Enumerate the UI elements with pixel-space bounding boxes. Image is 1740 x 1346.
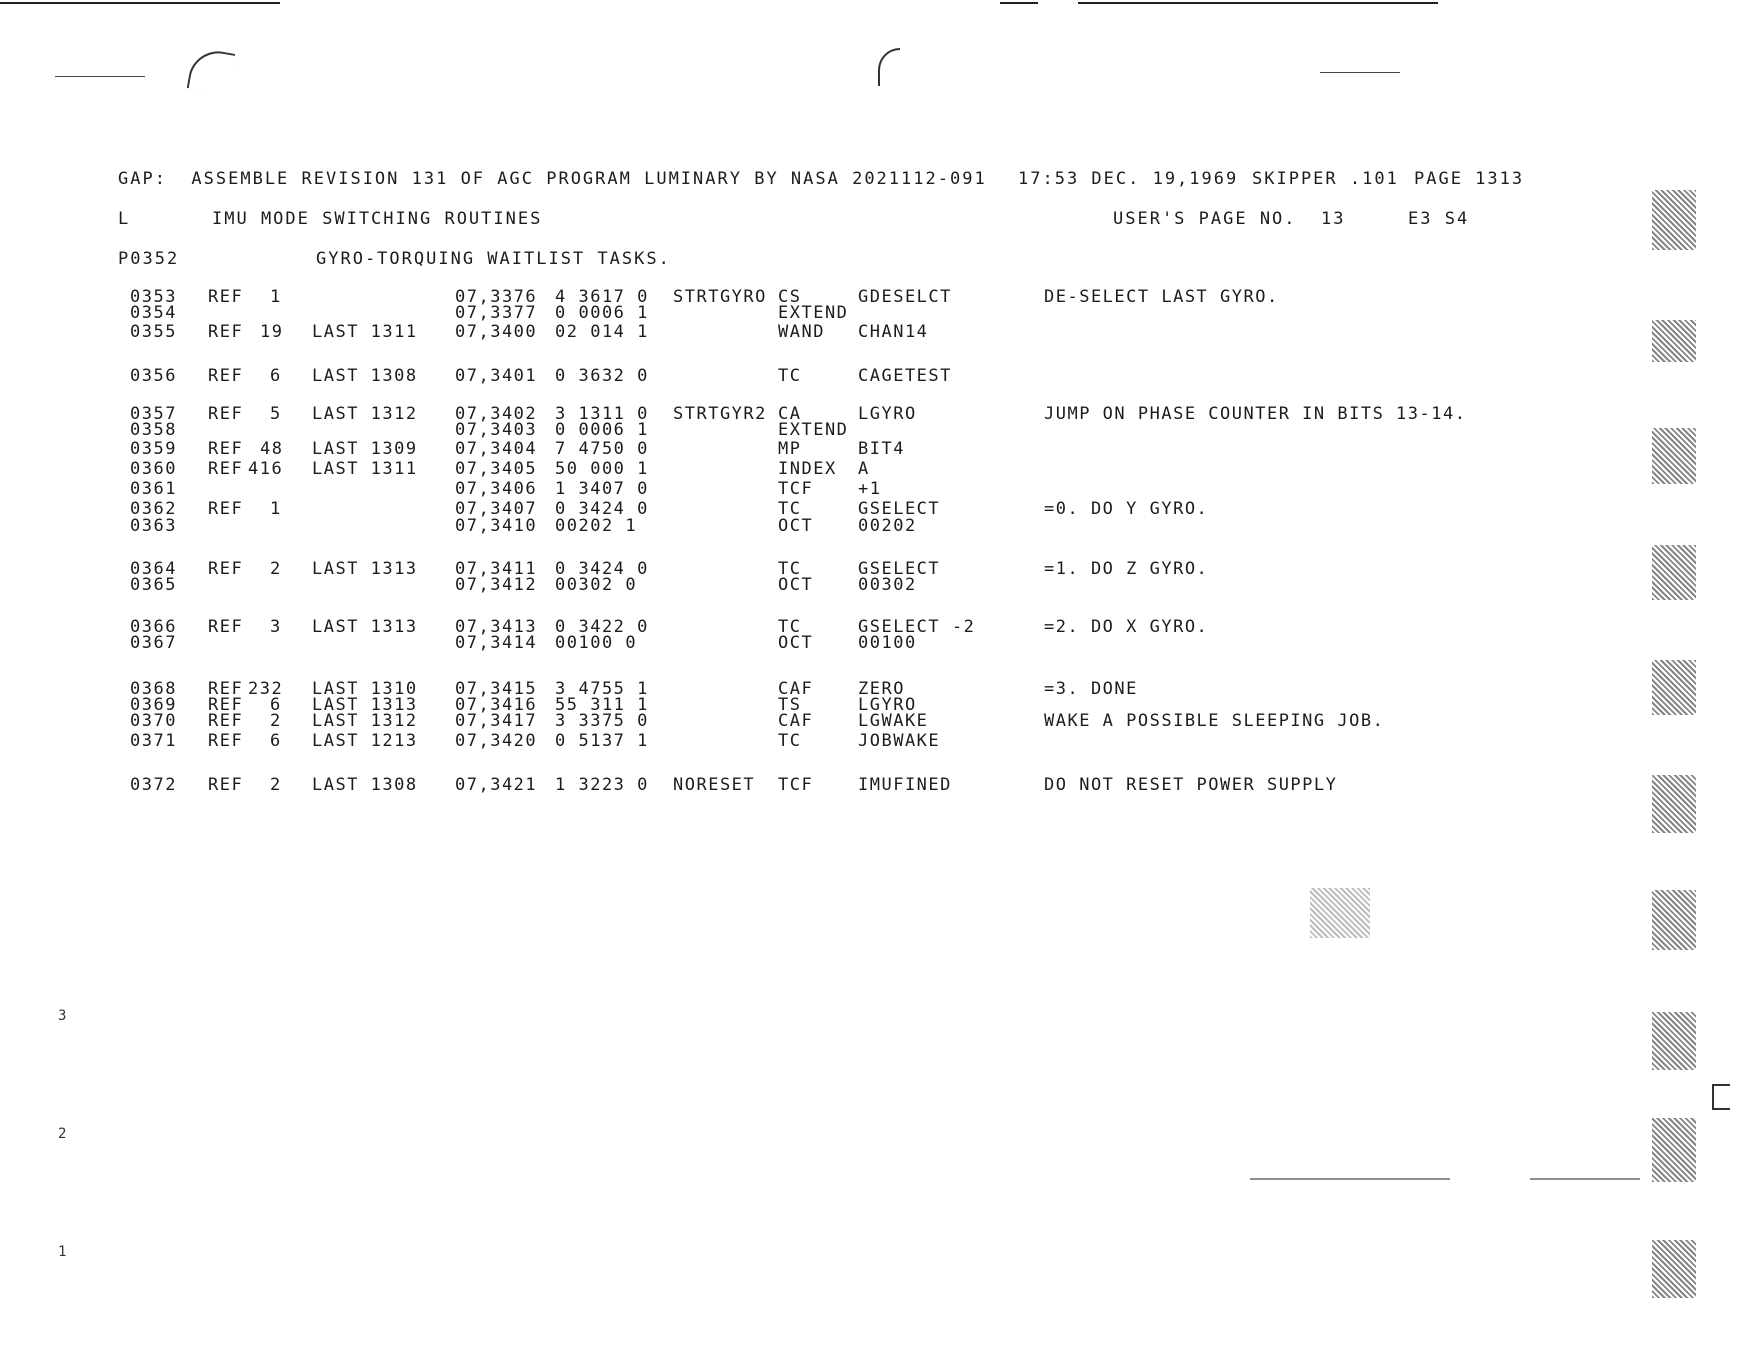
row-last-ref: LAST 1311: [312, 459, 418, 479]
row-address: 07,3405: [455, 459, 538, 479]
row-octal-word: 00302 0: [555, 575, 638, 595]
row-comment: JUMP ON PHASE COUNTER IN BITS 13-14.: [1044, 404, 1467, 424]
scan-arc-mid: [878, 48, 900, 86]
row-operand: CHAN14: [858, 322, 929, 342]
row-line-number: 0355: [130, 322, 177, 342]
scan-blot: [1652, 428, 1696, 484]
row-operand: LGYRO: [858, 404, 917, 424]
row-ref-count: 2: [270, 775, 282, 795]
row-label: STRTGYR2: [673, 404, 767, 424]
row-opcode: TCF: [778, 479, 814, 499]
row-line-number: 0367: [130, 633, 177, 653]
row-comment: WAKE A POSSIBLE SLEEPING JOB.: [1044, 711, 1385, 731]
row-ref: REF: [208, 775, 244, 795]
header-skipper: SKIPPER .101: [1252, 169, 1399, 189]
row-line-number: 0361: [130, 479, 177, 499]
listing-subtitle: GYRO-TORQUING WAITLIST TASKS.: [316, 249, 671, 269]
row-ref: REF: [208, 679, 244, 699]
top-rule-right: [1078, 2, 1438, 4]
row-operand: GSELECT: [858, 499, 941, 519]
row-opcode: MP: [778, 439, 802, 459]
row-ref-count: 232: [248, 679, 284, 699]
row-line-number: 0368: [130, 679, 177, 699]
row-label: STRTGYRO: [673, 287, 767, 307]
scan-bracket: [1712, 1084, 1730, 1110]
row-line-number: 0370: [130, 711, 177, 731]
row-operand: JOBWAKE: [858, 731, 941, 751]
row-operand: 00302: [858, 575, 917, 595]
users-page: USER'S PAGE NO. 13: [1113, 209, 1346, 229]
scan-blot: [1652, 545, 1696, 600]
row-ref: REF: [208, 617, 244, 637]
scan-blot: [1652, 1240, 1696, 1298]
row-line-number: 0365: [130, 575, 177, 595]
row-opcode: CA: [778, 404, 802, 424]
top-rule-mid: [1000, 2, 1038, 4]
row-line-number: 0354: [130, 303, 177, 323]
scan-blot: [1652, 1118, 1696, 1182]
margin-mark-3: 3: [58, 1008, 67, 1024]
row-address: 07,3421: [455, 775, 538, 795]
listing-code: E3 S4: [1408, 209, 1470, 229]
row-ref-count: 6: [270, 731, 282, 751]
scan-dash-bottom: [1530, 1178, 1640, 1180]
row-opcode: INDEX: [778, 459, 837, 479]
header-page: PAGE 1313: [1414, 169, 1525, 189]
row-opcode: TS: [778, 695, 802, 715]
row-ref: REF: [208, 695, 244, 715]
row-ref-count: 2: [270, 711, 282, 731]
row-ref-count: 6: [270, 366, 282, 386]
row-operand: BIT4: [858, 439, 905, 459]
scan-blot: [1652, 320, 1696, 362]
row-last-ref: LAST 1213: [312, 731, 418, 751]
row-address: 07,3412: [455, 575, 538, 595]
row-octal-word: 7 4750 0: [555, 439, 649, 459]
row-ref: REF: [208, 459, 244, 479]
row-ref-count: 1: [270, 499, 282, 519]
row-octal-word: 4 3617 0: [555, 287, 649, 307]
row-ref: REF: [208, 366, 244, 386]
row-address: 07,3376: [455, 287, 538, 307]
row-octal-word: 00100 0: [555, 633, 638, 653]
row-opcode: TC: [778, 559, 802, 579]
row-address: 07,3410: [455, 516, 538, 536]
row-operand: GDESELCT: [858, 287, 952, 307]
top-rule-left: [0, 2, 280, 4]
scan-blot: [1310, 888, 1370, 938]
row-last-ref: LAST 1313: [312, 559, 418, 579]
row-opcode: CAF: [778, 711, 814, 731]
row-operand: A: [858, 459, 870, 479]
row-address: 07,3416: [455, 695, 538, 715]
row-opcode: OCT: [778, 633, 814, 653]
header-title: GAP: ASSEMBLE REVISION 131 OF AGC PROGRAM LUMINARY BY NASA 2021112-091: [118, 169, 987, 189]
row-line-number: 0369: [130, 695, 177, 715]
row-last-ref: LAST 1310: [312, 679, 418, 699]
scan-blot: [1652, 660, 1696, 715]
row-line-number: 0359: [130, 439, 177, 459]
row-ref-count: 416: [248, 459, 284, 479]
row-opcode: OCT: [778, 575, 814, 595]
row-line-number: 0360: [130, 459, 177, 479]
row-octal-word: 0 0006 1: [555, 420, 649, 440]
row-address: 07,3417: [455, 711, 538, 731]
row-line-number: 0366: [130, 617, 177, 637]
row-operand: +1: [858, 479, 882, 499]
row-address: 07,3377: [455, 303, 538, 323]
row-octal-word: 3 1311 0: [555, 404, 649, 424]
row-operand: GSELECT -2: [858, 617, 976, 637]
row-last-ref: LAST 1309: [312, 439, 418, 459]
row-address: 07,3402: [455, 404, 538, 424]
row-comment: DE-SELECT LAST GYRO.: [1044, 287, 1279, 307]
scan-dash-right: [1320, 72, 1400, 73]
row-line-number: 0371: [130, 731, 177, 751]
row-operand: 00202: [858, 516, 917, 536]
row-ref: REF: [208, 731, 244, 751]
row-octal-word: 0 5137 1: [555, 731, 649, 751]
row-last-ref: LAST 1308: [312, 775, 418, 795]
row-octal-word: 00202 1: [555, 516, 638, 536]
row-ref-count: 48: [260, 439, 284, 459]
section-letter: L: [118, 209, 131, 229]
scan-blot: [1652, 1012, 1696, 1070]
row-last-ref: LAST 1313: [312, 617, 418, 637]
row-line-number: 0357: [130, 404, 177, 424]
row-address: 07,3403: [455, 420, 538, 440]
row-address: 07,3415: [455, 679, 538, 699]
row-operand: ZERO: [858, 679, 905, 699]
row-operand: CAGETEST: [858, 366, 952, 386]
row-ref: REF: [208, 499, 244, 519]
row-opcode: TC: [778, 366, 802, 386]
row-line-number: 0364: [130, 559, 177, 579]
row-operand: IMUFINED: [858, 775, 952, 795]
row-opcode: EXTEND: [778, 420, 849, 440]
row-operand: LGWAKE: [858, 711, 929, 731]
row-octal-word: 3 4755 1: [555, 679, 649, 699]
row-ref-count: 5: [270, 404, 282, 424]
row-address: 07,3407: [455, 499, 538, 519]
row-address: 07,3406: [455, 479, 538, 499]
row-octal-word: 1 3223 0: [555, 775, 649, 795]
row-address: 07,3401: [455, 366, 538, 386]
row-octal-word: 0 3632 0: [555, 366, 649, 386]
row-ref: REF: [208, 711, 244, 731]
row-opcode: TC: [778, 499, 802, 519]
row-ref: REF: [208, 559, 244, 579]
margin-mark-1: 1: [58, 1244, 67, 1260]
row-line-number: 0362: [130, 499, 177, 519]
row-last-ref: LAST 1312: [312, 404, 418, 424]
row-opcode: CAF: [778, 679, 814, 699]
row-opcode: TC: [778, 617, 802, 637]
row-octal-word: 0 3422 0: [555, 617, 649, 637]
row-opcode: CS: [778, 287, 802, 307]
row-comment: DO NOT RESET POWER SUPPLY: [1044, 775, 1338, 795]
row-octal-word: 1 3407 0: [555, 479, 649, 499]
row-label: NORESET: [673, 775, 756, 795]
row-last-ref: LAST 1313: [312, 695, 418, 715]
row-operand: 00100: [858, 633, 917, 653]
row-octal-word: 55 311 1: [555, 695, 649, 715]
row-ref-count: 3: [270, 617, 282, 637]
scan-dash: [55, 76, 145, 77]
row-comment: =1. DO Z GYRO.: [1044, 559, 1209, 579]
row-octal-word: 0 3424 0: [555, 499, 649, 519]
row-opcode: TC: [778, 731, 802, 751]
row-ref: REF: [208, 287, 244, 307]
row-last-ref: LAST 1311: [312, 322, 418, 342]
row-ref: REF: [208, 404, 244, 424]
margin-mark-2: 2: [58, 1126, 67, 1142]
row-octal-word: 3 3375 0: [555, 711, 649, 731]
row-octal-word: 0 3424 0: [555, 559, 649, 579]
row-octal-word: 02 014 1: [555, 322, 649, 342]
row-operand: GSELECT: [858, 559, 941, 579]
row-address: 07,3400: [455, 322, 538, 342]
section-title: IMU MODE SWITCHING ROUTINES: [212, 209, 543, 229]
row-ref-count: 1: [270, 287, 282, 307]
row-opcode: TCF: [778, 775, 814, 795]
row-last-ref: LAST 1308: [312, 366, 418, 386]
row-ref-count: 6: [270, 695, 282, 715]
row-line-number: 0372: [130, 775, 177, 795]
row-line-number: 0363: [130, 516, 177, 536]
scan-blot: [1652, 890, 1696, 950]
scan-dash-bottom: [1250, 1178, 1450, 1180]
row-address: 07,3420: [455, 731, 538, 751]
row-opcode: EXTEND: [778, 303, 849, 323]
row-line-number: 0356: [130, 366, 177, 386]
row-opcode: WAND: [778, 322, 825, 342]
row-address: 07,3413: [455, 617, 538, 637]
scan-arc-left: [187, 47, 236, 96]
row-comment: =3. DONE: [1044, 679, 1138, 699]
row-ref-count: 2: [270, 559, 282, 579]
row-opcode: OCT: [778, 516, 814, 536]
listing-ref: P0352: [118, 249, 180, 269]
row-last-ref: LAST 1312: [312, 711, 418, 731]
row-octal-word: 50 000 1: [555, 459, 649, 479]
row-ref-count: 19: [260, 322, 284, 342]
scan-blot: [1652, 775, 1696, 833]
header-timestamp: 17:53 DEC. 19,1969: [1018, 169, 1239, 189]
row-line-number: 0358: [130, 420, 177, 440]
row-address: 07,3411: [455, 559, 538, 579]
row-comment: =0. DO Y GYRO.: [1044, 499, 1209, 519]
row-octal-word: 0 0006 1: [555, 303, 649, 323]
row-ref: REF: [208, 322, 244, 342]
row-operand: LGYRO: [858, 695, 917, 715]
row-ref: REF: [208, 439, 244, 459]
row-address: 07,3414: [455, 633, 538, 653]
row-comment: =2. DO X GYRO.: [1044, 617, 1209, 637]
row-address: 07,3404: [455, 439, 538, 459]
row-line-number: 0353: [130, 287, 177, 307]
scan-blot: [1652, 190, 1696, 250]
